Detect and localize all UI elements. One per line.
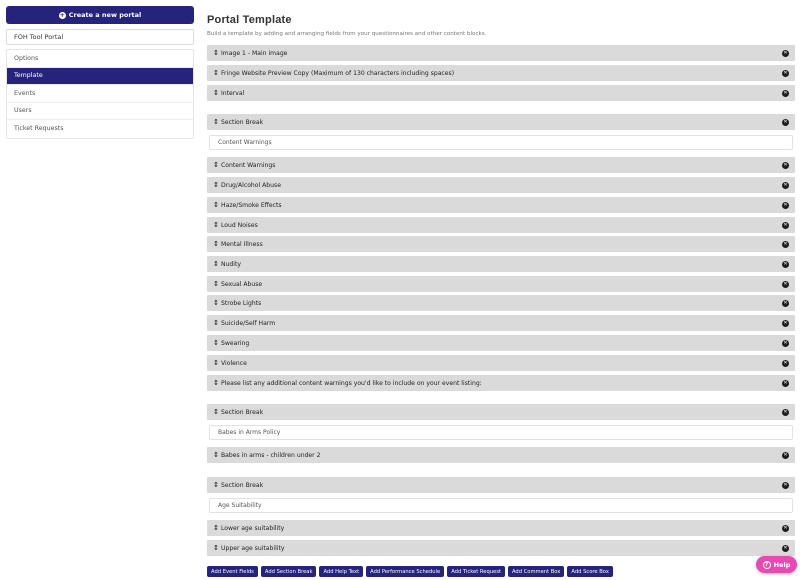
template-row-section-break[interactable] — [207, 404, 795, 420]
row-label: Image 1 - Main image — [221, 49, 288, 57]
section-break-title-input[interactable]: Content Warnings — [209, 135, 793, 150]
remove-icon[interactable]: ✕ — [783, 359, 788, 366]
drag-handle-icon[interactable]: ↕ — [213, 160, 219, 169]
remove-icon[interactable]: ✕ — [783, 481, 788, 488]
template-row-sexual-abuse[interactable] — [207, 276, 795, 292]
drag-handle-icon[interactable]: ↕ — [213, 180, 219, 189]
drag-handle-icon[interactable]: ↕ — [213, 279, 219, 288]
create-portal-button[interactable] — [6, 6, 194, 24]
drag-handle-icon[interactable]: ↕ — [213, 318, 219, 327]
template-row-babes-in-arms-children-under-2[interactable] — [207, 447, 795, 463]
drag-handle-icon[interactable]: ↕ — [213, 407, 219, 416]
remove-icon[interactable]: ✕ — [783, 49, 788, 56]
template-row-content-warnings[interactable] — [207, 157, 795, 173]
add-comment-box-button[interactable]: Add Comment Box — [508, 566, 564, 577]
row-label: Please list any additional content warnings you'd like to include on your event listing: — [221, 379, 482, 387]
page-title: Portal Template — [207, 14, 292, 26]
question-icon: ? — [763, 561, 771, 569]
row-label: Lower age suitability — [221, 524, 285, 532]
remove-icon[interactable]: ✕ — [783, 201, 788, 208]
remove-icon[interactable]: ✕ — [783, 161, 788, 168]
remove-icon[interactable]: ✕ — [783, 379, 788, 386]
row-label: Content Warnings — [221, 161, 276, 169]
remove-icon[interactable]: ✕ — [783, 280, 788, 287]
drag-handle-icon[interactable]: ↕ — [213, 338, 219, 347]
remove-icon[interactable]: ✕ — [783, 118, 788, 125]
template-row-drug-alcohol-abuse[interactable] — [207, 177, 795, 193]
help-button[interactable] — [756, 556, 797, 573]
row-label: Babes in arms - children under 2 — [221, 451, 321, 459]
sidebar-item-ticket-requests[interactable]: Ticket Requests — [14, 125, 64, 133]
row-label: Swearing — [221, 339, 250, 347]
add-help-text-button[interactable]: Add Help Text — [319, 566, 363, 577]
remove-icon[interactable]: ✕ — [783, 69, 788, 76]
template-row-fringe-website-preview-copy-maximum-of-1[interactable] — [207, 65, 795, 81]
drag-handle-icon[interactable]: ↕ — [213, 298, 219, 307]
template-row-swearing[interactable] — [207, 335, 795, 351]
remove-icon[interactable]: ✕ — [783, 181, 788, 188]
remove-icon[interactable]: ✕ — [783, 544, 788, 551]
template-row-section-break[interactable] — [207, 114, 795, 130]
row-label: Suicide/Self Harm — [221, 319, 276, 327]
remove-icon[interactable]: ✕ — [783, 221, 788, 228]
drag-handle-icon[interactable]: ↕ — [213, 378, 219, 387]
create-portal-label: Create a new portal — [68, 11, 142, 19]
row-label: Strobe Lights — [221, 299, 262, 307]
remove-icon[interactable]: ✕ — [783, 524, 788, 531]
row-label: Fringe Website Preview Copy (Maximum of 130 characters including spaces) — [221, 69, 455, 77]
row-label: Nudity — [221, 260, 241, 268]
template-row-image-1-main-image[interactable] — [207, 45, 795, 61]
plus-circle-icon: + — [59, 10, 65, 19]
remove-icon[interactable]: ✕ — [783, 240, 788, 247]
drag-handle-icon[interactable]: ↕ — [213, 480, 219, 489]
template-row-violence[interactable] — [207, 355, 795, 371]
template-row-nudity[interactable] — [207, 256, 795, 272]
drag-handle-icon[interactable]: ↕ — [213, 239, 219, 248]
sidebar-item-options[interactable]: Options — [7, 50, 193, 68]
template-row-section-break[interactable] — [207, 477, 795, 493]
template-row-haze-smoke-effects[interactable] — [207, 197, 795, 213]
sidebar-item-users[interactable]: Users — [7, 103, 193, 121]
remove-icon[interactable]: ✕ — [783, 260, 788, 267]
row-label: Interval — [221, 89, 245, 97]
drag-handle-icon[interactable]: ↕ — [213, 450, 219, 459]
add-block-toolbar — [207, 566, 613, 577]
row-label: Haze/Smoke Effects — [221, 201, 282, 209]
row-label: Section Break — [221, 118, 264, 126]
drag-handle-icon[interactable]: ↕ — [213, 259, 219, 268]
remove-icon[interactable]: ✕ — [783, 408, 788, 415]
drag-handle-icon[interactable]: ↕ — [213, 220, 219, 229]
sidebar-nav — [6, 49, 194, 139]
remove-icon[interactable]: ✕ — [783, 339, 788, 346]
row-label: Violence — [221, 359, 247, 367]
template-row-lower-age-suitability[interactable] — [207, 520, 795, 536]
page-subtitle: Build a template by adding and arranging fields from your questionnaires and other content blocks. — [207, 31, 487, 37]
drag-handle-icon[interactable]: ↕ — [213, 68, 219, 77]
add-section-break-button[interactable]: Add Section Break — [261, 566, 317, 577]
template-row-upper-age-suitability[interactable] — [207, 540, 795, 556]
drag-handle-icon[interactable]: ↕ — [213, 543, 219, 552]
section-break-title-input[interactable]: Babes in Arms Policy — [209, 425, 793, 440]
template-row-loud-noises[interactable] — [207, 217, 795, 233]
remove-icon[interactable]: ✕ — [783, 451, 788, 458]
drag-handle-icon[interactable]: ↕ — [213, 88, 219, 97]
template-row-mental-illness[interactable] — [207, 236, 795, 252]
template-row-suicide-self-harm[interactable] — [207, 315, 795, 331]
template-row-please-list-any-additional-content-warni[interactable] — [207, 375, 795, 391]
portal-name-field[interactable]: FOH Tool Portal — [6, 29, 194, 45]
remove-icon[interactable]: ✕ — [783, 319, 788, 326]
row-label: Upper age suitability — [221, 544, 285, 552]
drag-handle-icon[interactable]: ↕ — [213, 200, 219, 209]
template-row-strobe-lights[interactable] — [207, 295, 795, 311]
row-label: Section Break — [221, 481, 264, 489]
sidebar — [6, 6, 194, 139]
add-event-fields-button[interactable]: Add Event Fields — [207, 566, 258, 577]
sidebar-item-template[interactable]: Template — [7, 68, 193, 86]
row-label: Section Break — [221, 408, 264, 416]
row-label: Sexual Abuse — [221, 280, 263, 288]
drag-handle-icon[interactable]: ↕ — [213, 48, 219, 57]
drag-handle-icon[interactable]: ↕ — [213, 358, 219, 367]
drag-handle-icon[interactable]: ↕ — [213, 117, 219, 126]
add-ticket-request-button[interactable]: Add Ticket Request — [447, 566, 505, 577]
row-label: Drug/Alcohol Abuse — [221, 181, 281, 189]
section-break-title-input[interactable]: Age Suitability — [209, 498, 793, 513]
add-performance-schedule-button[interactable]: Add Performance Schedule — [366, 566, 444, 577]
template-row-interval[interactable] — [207, 85, 795, 101]
remove-icon[interactable]: ✕ — [783, 299, 788, 306]
drag-handle-icon[interactable]: ↕ — [213, 523, 219, 532]
remove-icon[interactable]: ✕ — [783, 89, 788, 96]
help-label: Help — [773, 560, 791, 569]
row-label: Mental Illness — [221, 240, 263, 248]
add-score-box-button[interactable]: Add Score Box — [567, 566, 613, 577]
row-label: Loud Noises — [221, 221, 258, 229]
sidebar-item-events[interactable]: Events — [7, 85, 193, 103]
